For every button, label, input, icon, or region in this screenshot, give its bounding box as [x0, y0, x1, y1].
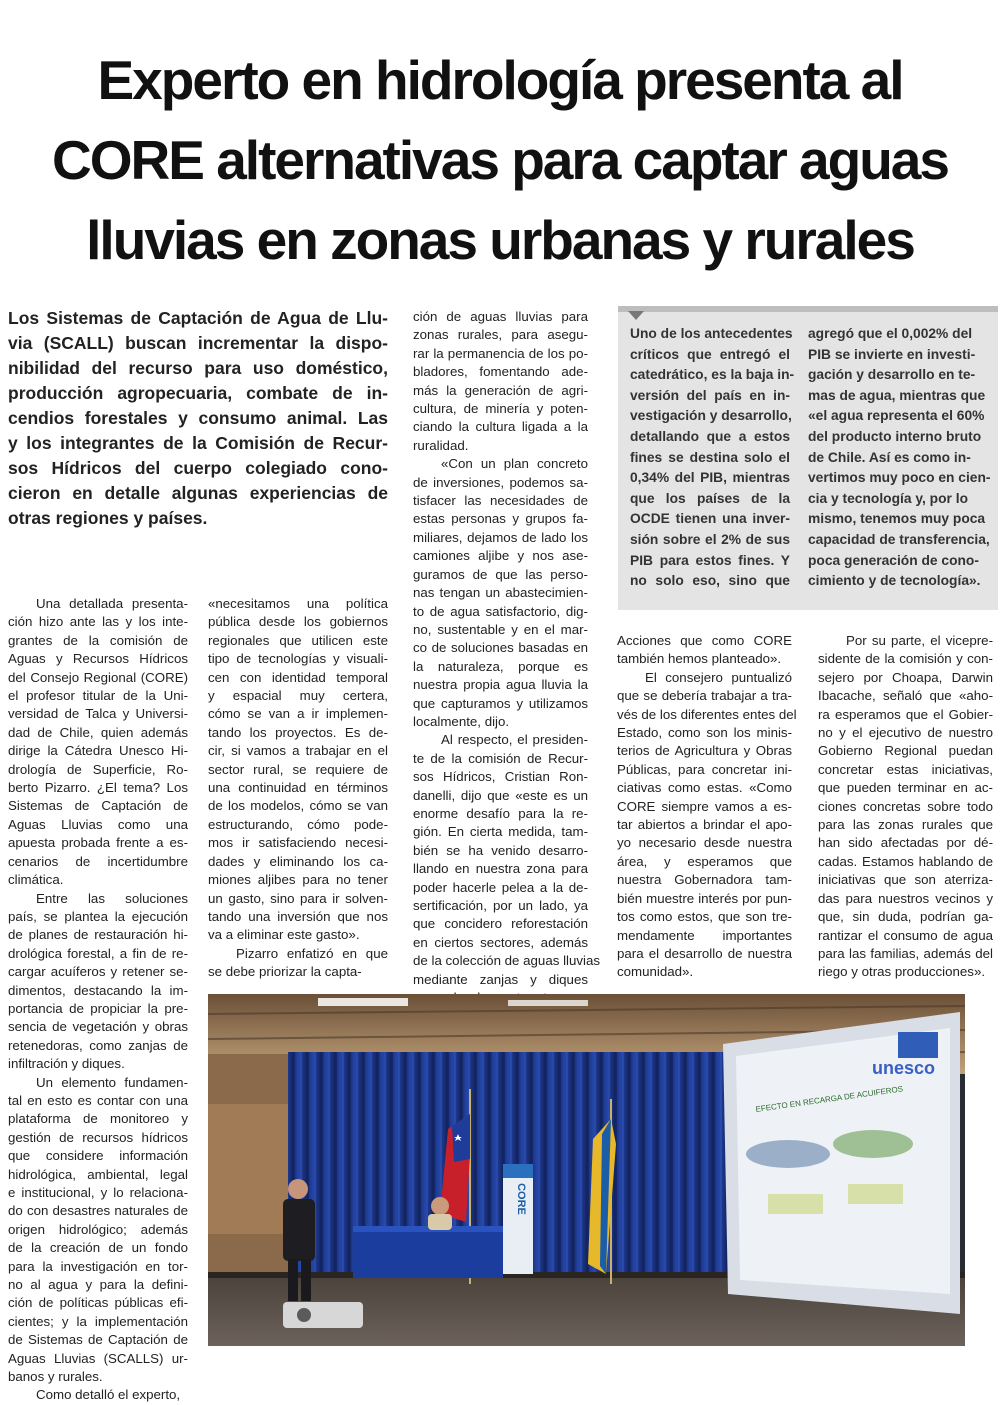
screen-logo: unesco — [872, 1058, 936, 1078]
article-line: cen con identidad temporal — [208, 669, 388, 685]
triangle-marker-icon — [628, 311, 644, 320]
article-line: mos ir satisfaciendo necesi- — [208, 835, 388, 851]
article-line: ciones concretas sobre todo — [818, 798, 993, 814]
article-line: sidente de la comisión y con- — [818, 651, 993, 667]
article-line: mediante zanjas y diques — [413, 971, 588, 987]
lead-line: producción agropecuaria, combate de in- — [8, 383, 388, 403]
article-line: banos y rurales. — [8, 1369, 103, 1385]
article-line: tando una inversión que nos — [208, 908, 388, 924]
article-line: cientes; y la implementación — [8, 1313, 188, 1329]
article-line: una continuidad en términos — [208, 780, 388, 796]
headline-line: lluvias en zonas urbanas y rurales — [86, 209, 914, 271]
article-line: «necesitamos una política — [208, 596, 388, 611]
article-line: que considere información — [8, 1148, 188, 1164]
article-line: sector rural, se requiere de — [208, 761, 388, 777]
pull-quote-line: poca generación de cono- — [808, 552, 979, 568]
article-line: guramos de que las perso- — [413, 566, 588, 582]
article-line: concretar estas iniciativas, — [818, 761, 993, 777]
headline-line: Experto en hidrología presenta al — [97, 49, 903, 111]
pull-quote-line: mismo, tenemos muy poca — [808, 511, 986, 527]
article-line: de inversiones, podemos sa- — [413, 474, 588, 490]
article-line: para la investigación en tor- — [8, 1258, 188, 1274]
article-line: la naturaleza, porque es — [413, 658, 588, 674]
article-line: versidad de Talca y Universi- — [8, 706, 188, 722]
pull-quote-line: no solo eso, sino que — [630, 573, 790, 589]
article-line: no y el ejecutivo de nuestro — [818, 725, 993, 741]
pull-quote-line: cia y tecnología y, por lo — [808, 490, 968, 506]
article-line: drología de Superficie, Ro- — [8, 761, 188, 777]
article-line: dimentos, destacando la im- — [8, 982, 188, 998]
article-line: que concidero reforestación — [413, 916, 588, 932]
article-line: gión. En cierta medida, tam- — [413, 824, 588, 840]
article-line: terios de Agricultura y Obras — [617, 743, 792, 759]
article-line: climática. — [8, 872, 64, 888]
pull-quote-line: agregó que el 0,002% del — [808, 326, 973, 341]
article-line: nas tengan un abastecimien- — [413, 585, 588, 601]
article-line: que, sin duda, podrían ga- — [818, 909, 993, 925]
article-line: Pizarro enfatizó en que — [236, 945, 388, 961]
article-line: cir, si vamos a trabajar en el — [208, 743, 388, 759]
pull-quote-line: Uno de los antecedentes — [630, 326, 793, 341]
article-line: berto Pizarro. ¿El tema? Los — [8, 780, 188, 796]
article-line: Un elemento fundamen- — [36, 1074, 188, 1090]
article-line: pública desde los gobiernos — [208, 614, 388, 630]
article-line: rantizar el consumo de agua — [818, 927, 993, 943]
article-line: y espacial muy certera, — [208, 688, 388, 704]
article-line: iniciativas que son aterriza- — [818, 872, 993, 888]
article-line: camiones aljibe y nos ase- — [413, 548, 588, 564]
article-line: para las familias, además del — [818, 945, 993, 961]
pull-quote-line: detallando que a estos — [630, 428, 790, 444]
article-line: retenedoras, como zanjas de — [8, 1037, 188, 1053]
article-line: sos Hídricos, Cristian Ron- — [413, 769, 588, 785]
pull-quote-line: vestigación y desarrollo, — [630, 408, 792, 424]
article-line: zonas rurales, para asegu- — [413, 327, 588, 343]
article-line: estructurando, cómo pode- — [208, 816, 388, 832]
article-line: tipo de tecnologías y visuali- — [208, 651, 388, 667]
article-line: riego y otras producciones». — [818, 964, 986, 980]
article-line: tos como estos, que son tre- — [617, 909, 792, 925]
article-line: sertificación, por un lado, ya — [413, 898, 588, 913]
article-line: miones aljibes para no tener — [208, 872, 388, 888]
article-line: infiltración y diques. — [8, 1056, 125, 1072]
article-column-2 — [208, 595, 388, 982]
article-line: Ibacache, señaló que «aho- — [818, 688, 993, 704]
pull-quote-line: mas de agua, mientras que — [808, 387, 986, 403]
article-line: ciativas como estas. «Como — [617, 780, 792, 796]
article-line: danelli, dijo que «este es un — [413, 787, 588, 803]
article-column-4 — [617, 632, 797, 982]
banner-text: CORE — [515, 1183, 527, 1215]
article-line: gestión de recursos hídricos — [8, 1129, 188, 1145]
article-line: «Con un plan concreto — [441, 456, 588, 472]
article-line: te de la comisión de Recur- — [413, 750, 588, 766]
article-line: rar la permanencia de los po- — [413, 345, 588, 361]
article-line: to de agua satisfactorio, dig- — [413, 603, 588, 619]
article-line: cultura, de minería y poten- — [413, 401, 588, 417]
article-line: sejero por Choapa, Darwin — [818, 669, 993, 685]
article-line: cadas. Estamos hablando de — [818, 853, 993, 869]
pull-quote-line: versión del país en in- — [630, 387, 790, 403]
lead-line: cieron en detalle algunas experiencias de — [8, 483, 388, 503]
article-line: Estado, como son los minis- — [617, 725, 792, 741]
article-line: que capturamos y utilizamos — [413, 695, 588, 711]
article-line: drológica forestal, a fin de re- — [8, 945, 188, 961]
lead-line: y los integrantes de la Comisión de Recur- — [8, 433, 388, 453]
article-line: sencia de vegetación y obras — [8, 1019, 188, 1035]
article-line: Una detallada presenta- — [36, 596, 188, 611]
article-line: ra esperamos que el Gobier- — [818, 706, 993, 722]
article-line: bién se ha venido desarro- — [413, 842, 588, 858]
article-column-1 — [8, 595, 188, 1405]
article-line: ción hizo ante las y los inte- — [8, 614, 188, 630]
article-line: regionales que utilicen este — [208, 632, 388, 648]
article-line: dades y eliminando los ca- — [208, 853, 388, 869]
article-line: cenarios de incertidumbre — [8, 853, 188, 869]
pull-quote-line: vertimos muy poco en cien- — [808, 470, 991, 486]
article-line: han sido afectadas por dé- — [818, 835, 993, 851]
article-line: más la generación de agri- — [413, 382, 588, 398]
article-line: en ciertos sectores, además — [413, 934, 588, 950]
article-line: CORE siempre vamos a es- — [617, 798, 792, 814]
article-line: co de soluciones basadas en — [413, 640, 588, 656]
article-line: el profesor titular de la Uni- — [8, 688, 188, 704]
article-line: país, se plantea la ejecución — [8, 908, 188, 924]
article-line: plataforma de monitoreo y — [8, 1111, 188, 1127]
article-line: Gobierno Regional puedan — [818, 743, 993, 759]
article-line: mendamente importantes — [617, 927, 792, 943]
article-line: dirige la Cátedra Unesco Hi- — [8, 743, 188, 759]
article-line: do con desastres naturales de — [8, 1203, 188, 1219]
slide-title: EFECTO EN RECARGA DE ACUIFEROS — [755, 1084, 904, 1114]
pull-quote-line: «el agua representa el 60% — [808, 408, 985, 424]
article-line: área, y esperamos que — [617, 853, 792, 869]
article-line: nuestra propia agua lluvia la — [413, 677, 588, 693]
article-line: das para nuestros vecinos y — [818, 890, 993, 906]
article-line: no, sustentable y en el mar- — [413, 621, 588, 637]
article-line: Públicas, para concretar ini- — [617, 761, 792, 777]
article-line: portancia de propiciar la pre- — [8, 1000, 188, 1016]
article-line: El consejero puntualizó — [645, 669, 792, 685]
article-line: yo necesario desde nuestra — [617, 835, 792, 851]
article-line: de la colección de aguas lluvias — [413, 953, 601, 969]
article-line: nuestra Gobernadora tam- — [617, 872, 792, 888]
article-line: para las zonas rurales que — [818, 817, 993, 833]
article-line: ción de aguas lluvias para — [413, 309, 588, 324]
article-line: para el desarrollo de nuestra — [617, 945, 792, 961]
article-line: Por su parte, el vicepre- — [846, 633, 993, 648]
article-line: Aguas Lluvias como una — [8, 816, 188, 832]
pull-quote-line: gación y desarrollo en te- — [808, 367, 976, 383]
article-line: grantes de la comisión de — [8, 632, 188, 648]
lead-paragraph — [8, 306, 388, 531]
article-line: Entre las soluciones — [36, 890, 188, 906]
pull-quote-line: 0,34% del PIB, mientras — [630, 470, 790, 486]
article-line: bién muestre interés por pun- — [617, 890, 792, 906]
pull-quote-line: críticos que entregó el — [630, 346, 790, 362]
article-line: cómo se van a ir implemen- — [208, 706, 388, 722]
article-line: Aguas Lluvias (SCALLS) ur- — [8, 1350, 188, 1366]
article-line: de planes de restauración hi- — [8, 927, 188, 943]
pull-quote-line: OCDE tienen una inver- — [630, 511, 790, 527]
lead-line: otras regiones y países. — [8, 508, 208, 528]
pull-quote-right — [808, 324, 991, 592]
article-line: un gasto, sino para ir solven- — [208, 890, 388, 906]
article-line: localmente, dijo. — [413, 713, 510, 729]
pull-quote-line: capacidad de transferencia, — [808, 531, 990, 547]
article-line: del Consejo Regional (CORE) — [8, 669, 188, 685]
article-line: se debe priorizar la capta- — [208, 964, 362, 980]
article-line: tar abiertos a brindar el apo- — [617, 817, 792, 833]
pull-quote-line: cimiento y de tecnología». — [808, 573, 981, 589]
article-line: comunidad». — [617, 964, 694, 980]
lead-line: via (SCALL) buscan incrementar la dispo- — [8, 333, 388, 353]
pull-quote-line: del producto interno bruto — [808, 428, 982, 444]
article-column-3 — [413, 308, 601, 1007]
pull-quote-left — [630, 324, 795, 592]
article-line: que pueden terminar en ac- — [818, 780, 993, 796]
pull-quote-line: que los países de la — [630, 490, 790, 506]
pull-quote-line: sión sobre el 2% de sus — [630, 531, 790, 547]
article-line: también hemos planteado». — [617, 651, 782, 667]
article-line: ciando la cultura ligada a la — [413, 419, 588, 435]
article-line: enorme desafío para la re- — [413, 805, 588, 821]
article-line: ción de políticas públicas efi- — [8, 1295, 188, 1311]
article-line: Como detalló el experto, — [36, 1387, 181, 1403]
lead-line: cendios forestales y consumo animal. Las — [8, 408, 388, 428]
headline — [20, 40, 980, 280]
article-line: va a eliminar este gasto». — [208, 927, 360, 943]
article-line: e institucional, y lo relaciona- — [8, 1185, 188, 1200]
headline-line: CORE alternativas para captar aguas — [52, 129, 948, 191]
event-photo — [208, 994, 965, 1346]
article-line: apuesta probada frente a es- — [8, 835, 188, 851]
pull-quote-line: PIB se invierte en investi- — [808, 346, 976, 362]
article-line: hidrológica, ambiental, legal — [8, 1166, 188, 1182]
lead-line: nibilidad del recurso para uso doméstico, — [8, 358, 388, 378]
article-line: Acciones que como CORE — [617, 633, 792, 648]
article-line: que se debería trabajar a tra- — [617, 688, 792, 704]
article-line: de los modelos, cómo se van — [208, 798, 388, 814]
lead-line: Los Sistemas de Captación de Agua de Llu- — [8, 308, 388, 328]
article-line: de Sistemas de Captación de — [8, 1332, 188, 1348]
article-line: poder hacerle pelea a la de- — [413, 879, 588, 895]
pull-quote-line: catedrático, es la baja in- — [630, 367, 795, 383]
pull-quote-box — [618, 306, 998, 610]
article-line: tando los proyectos. Es de- — [208, 724, 388, 740]
article-line: llando en nuestra zona para — [413, 861, 588, 877]
article-line: Aguas y Recursos Hídricos — [8, 651, 188, 667]
lead-line: sos Hídricos del cuerpo colegiado cono- — [8, 458, 388, 478]
article-line: tal en esto es contar con una — [8, 1092, 188, 1108]
article-line: Al respecto, el presiden- — [441, 732, 588, 748]
pull-quote-line: PIB para estos fines. Y — [630, 552, 790, 568]
pull-quote-line: fines se destina solo el — [630, 449, 790, 465]
article-line: cargar acuíferos y retener se- — [8, 964, 188, 980]
article-line: tisfacer las necesidades de — [413, 493, 588, 509]
article-line: ruralidad. — [413, 437, 469, 453]
article-line: no al agua y para la defini- — [8, 1277, 188, 1293]
photo-illustration — [208, 994, 965, 1346]
article-line: bladores, fomentando ade- — [413, 364, 588, 380]
article-column-5 — [818, 632, 993, 982]
article-line: estas personas y grupos fa- — [413, 511, 588, 527]
pull-quote-line: de Chile. Así es como in- — [808, 449, 971, 465]
article-line: vés de los diferentes entes del — [617, 706, 797, 722]
article-line: dad de Chile, quien además — [8, 724, 188, 740]
article-line: origen hidrológico; además — [8, 1221, 188, 1237]
article-line: de la creación de un fondo — [8, 1240, 188, 1256]
article-line: miliares, dejamos de lado los — [413, 529, 588, 545]
article-line: Sistemas de Captación de — [8, 798, 188, 814]
